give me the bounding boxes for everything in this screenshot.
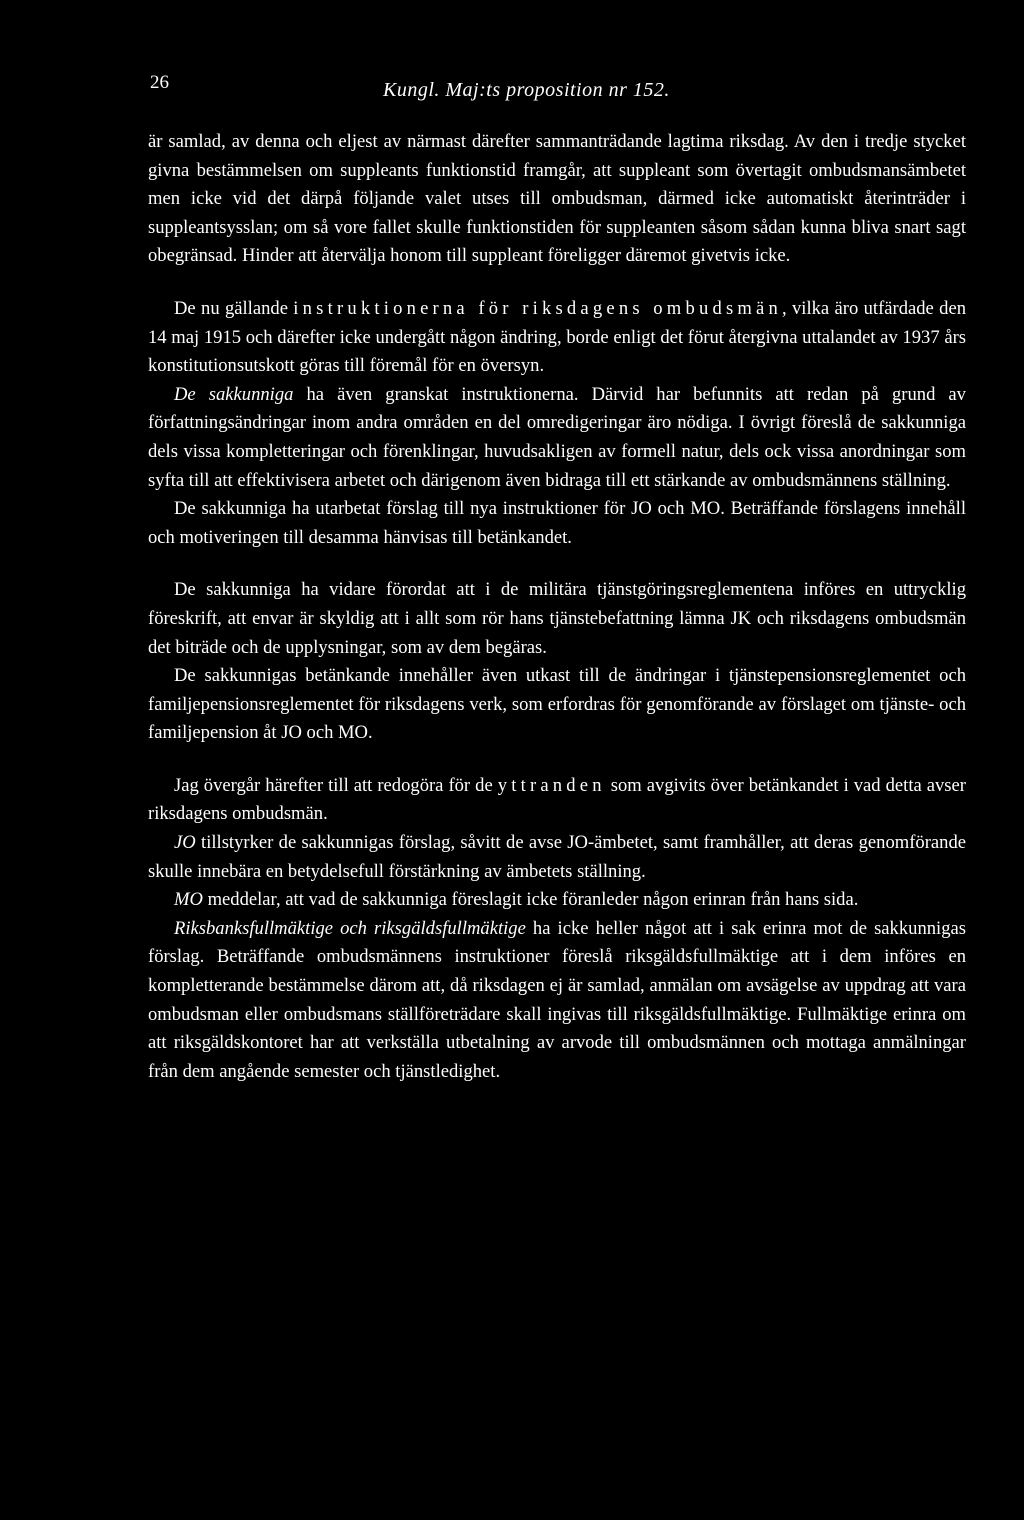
spaced-emphasis: instruktionerna för riksdagens ombudsmän [293, 297, 783, 319]
paragraph-proposals: De sakkunniga ha utarbetat förslag till nya instruktioner för JO och MO. Beträffande förslagens innehåll och motiveringen till desamma hänvisas till betänkandet. [148, 498, 966, 548]
page-number: 26 [150, 72, 169, 93]
paragraph-review [148, 381, 966, 495]
paragraph-text: tillstyrker de sakkunnigas förslag, såvitt de avse JO-ämbetet, samt framhåller, att deras genomförande skulle innebära en betydelsefull förstärkning av ämbetets ställning. [148, 832, 966, 882]
paragraph-text: som avgivits över betänkandet i vad detta avser riksdagens ombudsmän. [148, 774, 966, 825]
paragraph-text: ha icke heller något att i sak erinra mot de sakkunnigas förslag. Beträffande ombudsmännens instruktioner föreslå riksgäldsfullmäktige att i dem införes en kompletterande bestämmelse därom att, då riksdagen ej är samlad, anmälan om avsägelse av uppdrag att vara ombudsman eller ombudsmans ställföreträdare skall ingivas till riksgäldsfullmäktige. Fullmäktige erinra om att riksgäldskontoret har att verkställa utbetalning av arvode till ombudsmännen och mottaga anmälningar från dem angående semester och tjänstledighet. [148, 917, 966, 1082]
paragraph-pension: De sakkunnigas betänkande innehåller även utkast till de ändringar i tjänstepensionsreglementet och familjepensionsreglementet för riksdagens verk, som erfordras för genomförande av förslaget om tjänste- och familjepension åt JO och MO. [148, 665, 966, 744]
document-body [148, 128, 966, 1086]
paragraph-continuation: är samlad, av denna och eljest av närmast därefter sammanträdande lagtima riksdag. Av den i tredje stycket givna bestämmelsen om suppleants funktionstid framgår, att suppleant som övertagit ombudsmansämbetet men icke vid det därpå följande valet utses till ombudsman, därmed icke automatiskt återinträder i suppleantsysslan; om så vore fallet skulle funktionstiden för suppleanten såsom sådan kunna bliva snart sagt obegränsad. Hinder att återvälja honom till suppleant föreligger däremot givetvis icke. [148, 131, 966, 267]
running-title: Kungl. Maj:ts proposition nr 152. [383, 79, 670, 101]
paragraph-text: meddelar, att vad de sakkunniga föreslagit icke föranleder någon erinran från hans sida. [202, 889, 859, 911]
paragraph-mo [148, 886, 966, 915]
paragraph-instructions [148, 295, 966, 381]
italic-term: Riksbanksfullmäktige och riksgäldsfullmäktige [174, 917, 526, 939]
paragraph-military: De sakkunniga ha vidare förordat att i de militära tjänstgöringsreglementena införes en uttrycklig föreskrift, att envar är skyldig att i allt som rör hans tjänstebefattning lämna JK och riksdagens ombudsmän det biträde och de upplysningar, som av dem begäras. [148, 579, 966, 658]
paragraph-text: De nu gällande [174, 297, 294, 319]
paragraph-text: , vilka äro utfärdade den 14 maj 1915 och därefter icke undergått någon ändring, borde enligt det förut återgivna uttalandet av 1937 års konstitutionsutskott göras till föremål för en översyn. [148, 297, 967, 377]
paragraph-statements [148, 772, 966, 829]
paragraph-text: Jag övergår härefter till att redogöra för de [174, 774, 498, 796]
paragraph-text: ha även granskat instruktionerna. Därvid har befunnits att redan på grund av författningsändringar inom andra områden en del omredigeringar äro nödiga. I övrigt föreslå de sakkunniga dels vissa kompletteringar och förenklingar, huvudsakligen av formell natur, dels ock vissa anordningar som syfta till att effektivisera arbetet och därigenom även bidraga till ett stärkande av ombudsmännens ställning. [148, 383, 966, 491]
spaced-emphasis: yttranden [497, 774, 606, 796]
paragraph-fullmaktige [148, 915, 966, 1087]
paragraph-jo [148, 829, 966, 886]
italic-term: JO [174, 832, 196, 854]
italic-term: De sakkunniga [174, 383, 294, 405]
italic-term: MO [174, 889, 203, 911]
